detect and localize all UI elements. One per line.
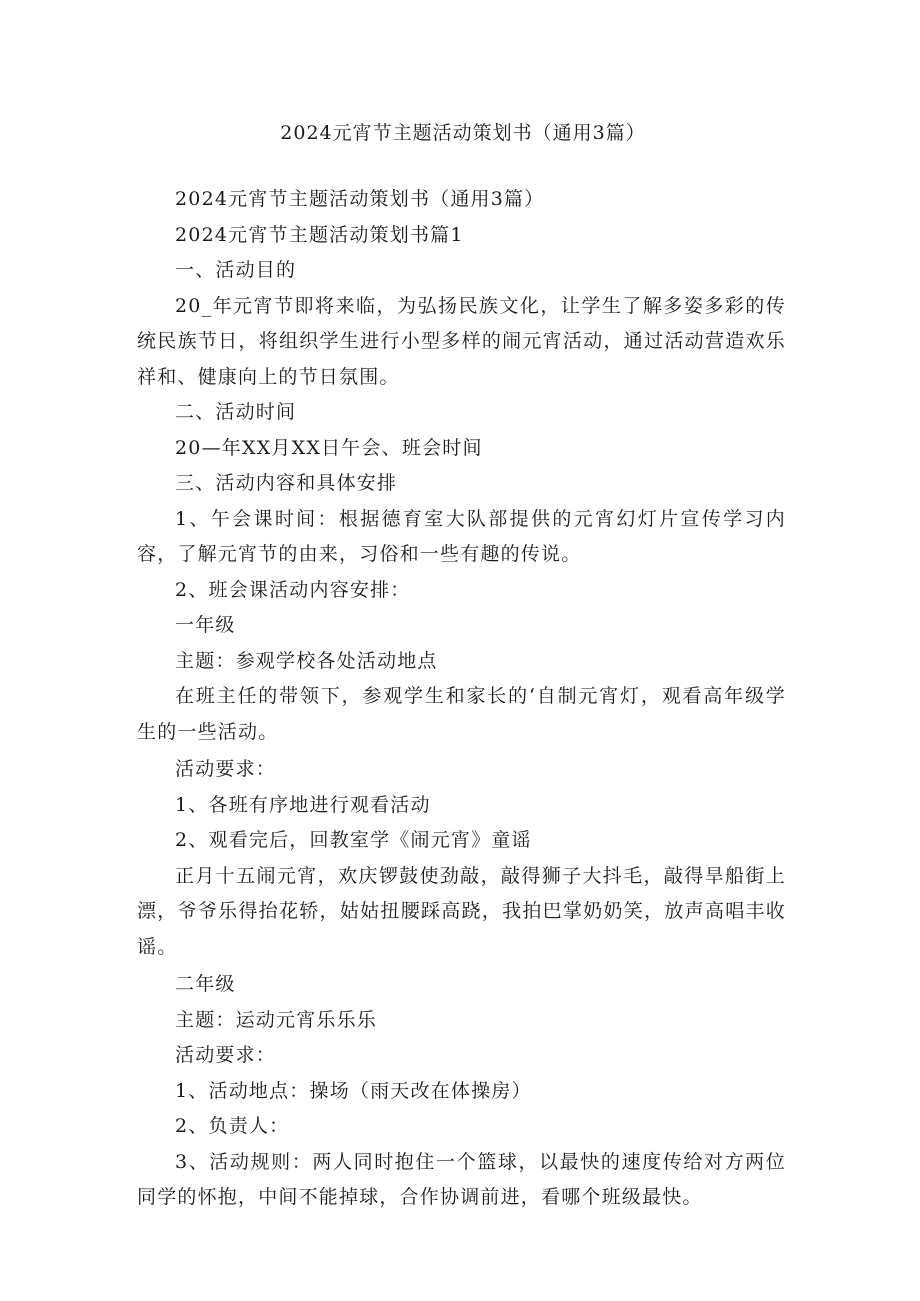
document-body bbox=[137, 182, 786, 1216]
paragraph: 主题：参观学校各处活动地点 bbox=[175, 649, 438, 672]
paragraph: 在班主任的带领下，参观学生和家长的‘自制元宵灯，观看高年级学生的一些活动。 bbox=[137, 685, 786, 743]
paragraph: 活动要求： bbox=[175, 1044, 277, 1066]
document-title: 2024元宵节主题活动策划书（通用3篇） bbox=[280, 122, 646, 144]
section-heading: 三、活动内容和具体安排 bbox=[175, 472, 398, 494]
paragraph: 2024元宵节主题活动策划书篇1 bbox=[175, 223, 464, 246]
paragraph: 主题：运动元宵乐乐乐 bbox=[175, 1008, 378, 1031]
paragraph: 1、各班有序地进行观看活动 bbox=[175, 793, 431, 816]
grade-heading: 一年级 bbox=[175, 614, 236, 636]
paragraph: 20_年元宵节即将来临，为弘扬民族文化，让学生了解多姿多彩的传统民族节日，将组织学生进行小型多样的闹元宵活动，通过活动营造欢乐祥和、健康向上的节日氛围。 bbox=[137, 294, 786, 388]
paragraph: 1、活动地点：操场（雨天改在体操房） bbox=[175, 1079, 532, 1102]
paragraph: 1、午会课时间：根据德育室大队部提供的元宵幻灯片宣传学习内容，了解元宵节的由来，习俗和一些有趣的传说。 bbox=[137, 507, 786, 565]
section-heading: 一、活动目的 bbox=[175, 259, 297, 281]
section-heading: 二、活动时间 bbox=[175, 401, 297, 423]
paragraph: 活动要求： bbox=[175, 758, 277, 780]
paragraph: 20—年XX月XX日午会、班会时间 bbox=[175, 436, 483, 459]
grade-heading: 二年级 bbox=[175, 973, 236, 995]
paragraph: 2、观看完后，回教室学《闹元宵》童谣 bbox=[175, 829, 532, 851]
paragraph: 2024元宵节主题活动策划书（通用3篇） bbox=[175, 188, 545, 210]
paragraph: 2、班会课活动内容安排： bbox=[175, 578, 411, 601]
paragraph: 正月十五闹元宵，欢庆锣鼓使劲敲，敲得狮子大抖毛，敲得旱船街上漂，爷爷乐得抬花轿，姑姑扭腰踩高跷，我拍巴掌奶奶笑，放声高唱丰收谣。 bbox=[137, 864, 786, 958]
paragraph: 2、负责人： bbox=[175, 1115, 290, 1137]
paragraph: 3、活动规则：两人同时抱住一个篮球，以最快的速度传给对方两位同学的怀抱，中间不能掉球，合作协调前进，看哪个班级最快。 bbox=[137, 1150, 786, 1208]
